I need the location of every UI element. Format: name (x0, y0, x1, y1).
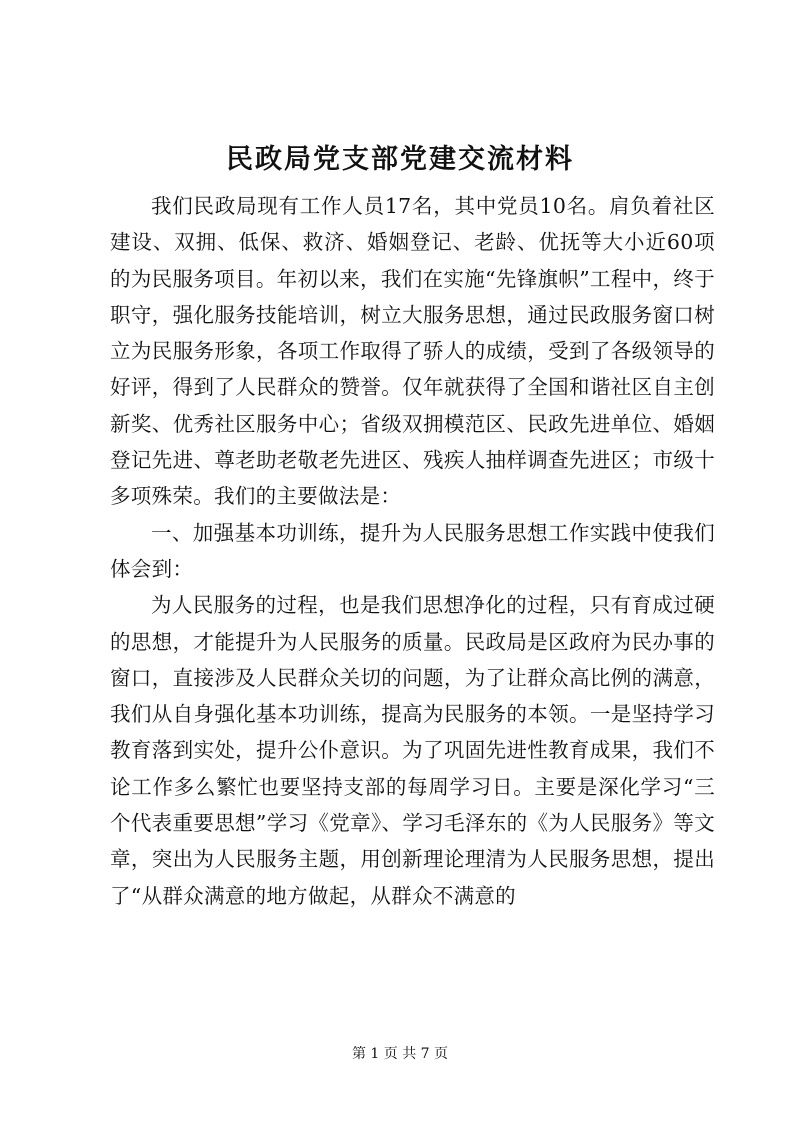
document-title: 民政局党支部党建交流材料 (226, 144, 574, 175)
paragraph-service-process: 为人民服务的过程，也是我们思想净化的过程，只有育成过硬的思想，才能提升为人民服务的质量。民政局是区政府为民办事的窗口，直接涉及人民群众关切的问题，为了让群众高比例的满意，我们从自身强化基本功训练，提高为民服务的本领。一是坚持学习教育落到实处，提升公仆意识。为了巩固先进性教育成果，我们不论工作多么繁忙也要坚持支部的每周学习日。主要是深化学习“三个代表重要思想”学习《党章》、学习毛泽东的《为人民服务》等文章，突出为人民服务主题，用创新理论理清为人民服务思想，提出了“从群众满意的地方做起，从群众不满意的 (110, 593, 715, 908)
paragraph-intro: 我们民政局现有工作人员17名，其中党员10名。肩负着社区建设、双拥、低保、救济、婚姻登记、老龄、优抚等大小近60项的为民服务项目。年初以来，我们在实施“先锋旗帜”工程中，终于职守，强化服务技能培训，树立大服务思想，通过民政服务窗口树立为民服务形象，各项工作取得了骄人的成绩，受到了各级领导的好评，得到了人民群众的赞誉。仅年就获得了全国和谐社区自主创新奖、优秀社区服务中心；省级双拥模范区、民政先进单位、婚姻登记先进、尊老助老敬老先进区、残疾人抽样调查先进区；市级十多项殊荣。我们的主要做法是： (110, 194, 715, 509)
paragraph-section-heading: 一、加强基本功训练，提升为人民服务思想工作实践中使我们体会到： (110, 520, 715, 581)
document-body (110, 188, 715, 914)
page-number-footer: 第 1 页 共 7 页 (351, 1046, 449, 1062)
